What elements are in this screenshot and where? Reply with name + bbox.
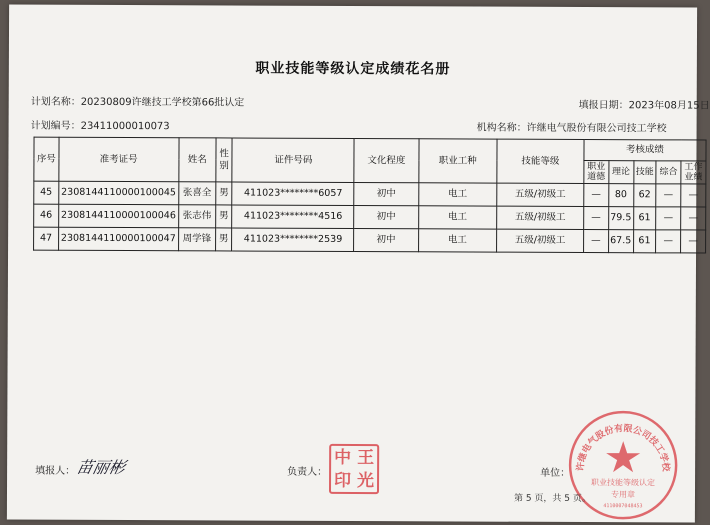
cell-ethics: —	[584, 184, 609, 207]
header-exam-no: 准考证号	[59, 137, 179, 182]
cell-name: 张喜全	[178, 182, 215, 205]
cell-gender: 男	[216, 182, 233, 205]
cell-skill-level: 五级/初级工	[497, 206, 584, 229]
cell-id-no: 411023********4516	[232, 205, 354, 229]
cell-seq: 47	[34, 227, 59, 250]
cell-skill-level: 五级/初级工	[497, 229, 584, 252]
cell-education: 初中	[354, 229, 418, 252]
cell-skill: 62	[633, 184, 656, 207]
cell-comprehensive: —	[656, 184, 681, 207]
svg-text:职业技能等级认定: 职业技能等级认定	[591, 478, 656, 488]
header-scores: 考核成绩	[584, 140, 706, 162]
cell-name: 周学锋	[178, 228, 215, 251]
cell-comprehensive: —	[656, 230, 681, 253]
cell-skill: 61	[633, 230, 656, 253]
personal-seal-stamp	[329, 444, 379, 494]
score-roster-table	[33, 137, 706, 254]
cell-gender: 男	[216, 205, 233, 228]
seal-char: 中	[334, 447, 352, 468]
svg-text:许继电气股份有限公司技工学校: 许继电气股份有限公司技工学校	[575, 423, 671, 473]
cell-performance: —	[681, 207, 706, 230]
cell-occupation: 电工	[418, 183, 497, 206]
plan-number: 计划编号：23411000010073	[30, 120, 170, 133]
header-performance: 工作业绩	[681, 161, 706, 184]
header-comprehensive: 综合	[656, 161, 681, 184]
cell-skill: 61	[633, 207, 656, 230]
header-id-no: 证件号码	[232, 138, 354, 183]
table-header-row	[34, 137, 706, 161]
table-row	[34, 227, 706, 253]
table-row	[34, 204, 706, 230]
responsible-label: 负责人：	[287, 466, 328, 478]
filled-by-label: 填报人：	[35, 465, 76, 477]
cell-education: 初中	[354, 183, 418, 206]
signature: 苗丽彬	[74, 457, 127, 478]
svg-text:4110007048453: 4110007048453	[603, 503, 643, 510]
cell-id-no: 411023********6057	[232, 182, 354, 206]
cell-ethics: —	[584, 207, 609, 230]
cell-exam-no: 2308144110000100047	[58, 227, 178, 251]
header-gender: 性别	[216, 138, 233, 182]
header-seq: 序号	[34, 137, 59, 181]
cell-occupation: 电工	[418, 229, 497, 252]
header-skill: 技能	[633, 161, 656, 184]
header-name: 姓名	[179, 138, 216, 182]
cell-theory: 67.5	[608, 230, 633, 253]
official-round-seal	[567, 409, 679, 521]
fill-date: 填报日期：2023年08月15日	[578, 99, 710, 112]
unit-label: 单位：	[540, 467, 571, 479]
cell-performance: —	[681, 230, 706, 253]
header-ethics: 职业道德	[584, 161, 609, 184]
cell-education: 初中	[354, 206, 418, 229]
plan-name: 计划名称：20230809许继技工学校第66批认定	[30, 96, 245, 109]
cell-theory: 80	[608, 184, 633, 207]
seal-char: 光	[357, 470, 375, 491]
seal-char: 王	[357, 447, 375, 468]
cell-exam-no: 2308144110000100045	[59, 181, 179, 205]
institution-name: 机构名称：许继电气股份有限公司技工学校	[476, 122, 667, 135]
cell-seq: 45	[34, 181, 59, 204]
document-sheet	[7, 5, 710, 523]
cell-skill-level: 五级/初级工	[497, 183, 584, 206]
document-title: 职业技能等级认定成绩花名册	[255, 60, 451, 78]
cell-comprehensive: —	[656, 207, 681, 230]
cell-occupation: 电工	[418, 206, 497, 229]
header-occupation: 职业工种	[418, 139, 497, 183]
cell-exam-no: 2308144110000100046	[58, 204, 178, 228]
cell-performance: —	[681, 184, 706, 207]
header-skill-level: 技能等级	[497, 139, 584, 183]
header-theory: 理论	[609, 161, 634, 184]
seal-char: 印	[334, 470, 352, 491]
cell-theory: 79.5	[608, 207, 633, 230]
cell-id-no: 411023********2539	[232, 228, 354, 252]
cell-seq: 46	[34, 204, 59, 227]
cell-name: 张志伟	[178, 205, 215, 228]
cell-ethics: —	[583, 230, 608, 253]
svg-text:专用章: 专用章	[610, 490, 636, 500]
table-row	[34, 181, 706, 207]
page-number: 第 5 页，共 5 页。	[513, 493, 591, 505]
cell-gender: 男	[215, 228, 232, 251]
header-education: 文化程度	[354, 139, 418, 183]
